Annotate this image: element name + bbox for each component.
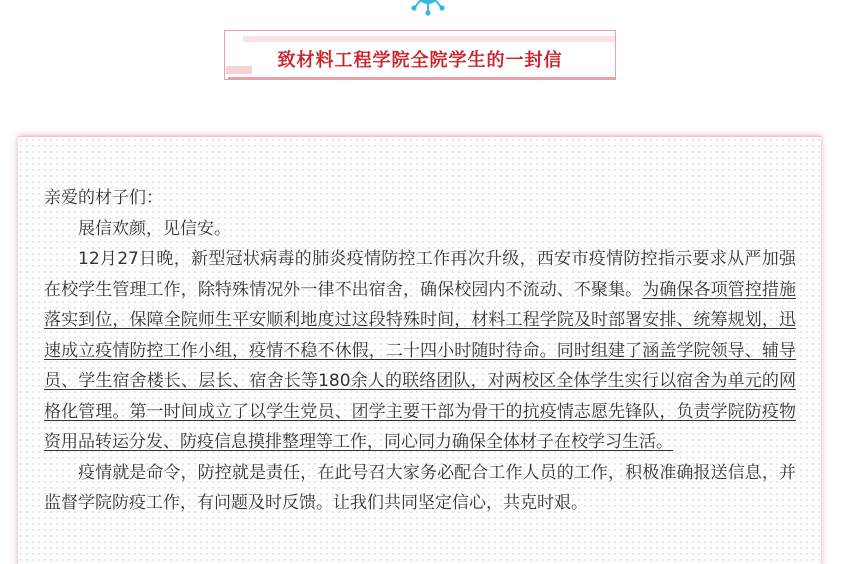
underlined-text: 为确保各项管控措施落实到位，保障全院师生平安顺利地度过这段特殊时间，材料工程学院及时部署安排、统筹规划，迅速成立疫情防控工作小组，疫情不稳不休假，二十四小时随时待命。同时组建了涵盖学院领导、辅导员、学生宿舍楼长、层长、宿舍长等180余人的联络团队，对两校区全体学生实行以宿舍为单元的网格化管理。第一时间成立了以学生党员、团学主要干部为骨干的抗疫情志愿先锋队，负责学院防疫物资用品转运分发、防疫信息摸排整理等工作，同心同力确保全体材子在校学习生活。 — [44, 279, 797, 452]
letter-greeting: 亲爱的材子们： — [44, 188, 163, 208]
letter-opening: 展信欢颜，见信安。 — [78, 218, 231, 239]
banner-decoration — [243, 36, 615, 42]
banner-decoration — [228, 77, 616, 79]
page-title: 致材料工程学院全院学生的一封信 — [277, 50, 563, 71]
paragraph-text: 12月27日晚，新型冠状病毒的肺炎疫情防控工作再次升级，西安市疫情防控指示要求从严加强在校学生管理工作，除特殊情况外一律不出宿舍，确保校园内不流动、不聚集。 — [44, 249, 796, 300]
letter-card — [18, 136, 821, 564]
letter-body — [44, 183, 796, 519]
letter-paragraph — [44, 244, 796, 458]
virus-icon — [398, 0, 458, 18]
letter-paragraph: 疫情就是命令，防控就是责任，在此号召大家务必配合工作人员的工作，积极准确报送信息，并监督学院防疫工作，有问题及时反馈。让我们共同坚定信心，共克时艰。 — [44, 462, 796, 513]
